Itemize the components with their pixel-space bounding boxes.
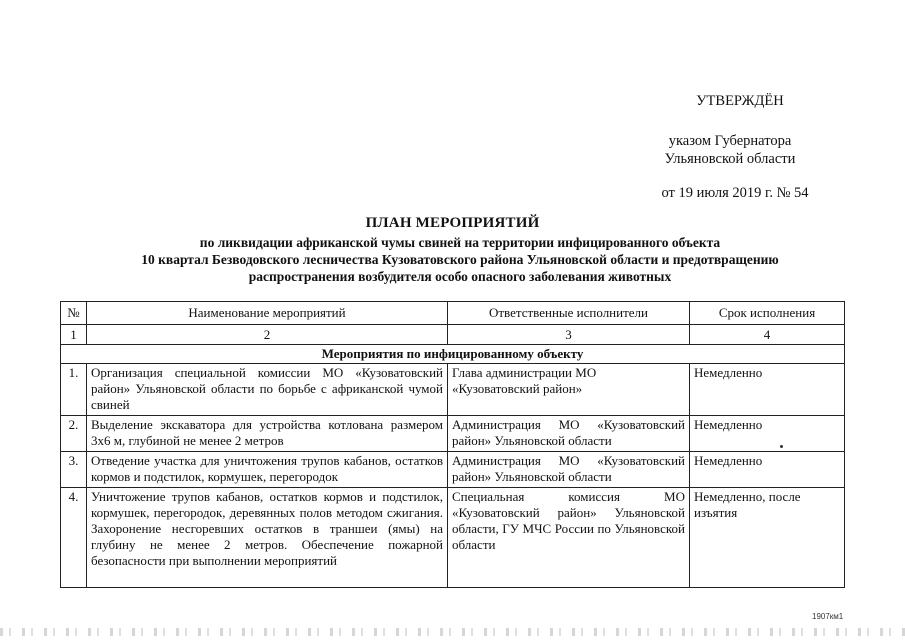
approval-date: от 19 июля 2019 г. № 54	[661, 185, 809, 201]
plan-subtitle-line: распространения возбудителя особо опасного заболевания животных	[248, 269, 672, 284]
row-responsible: Глава администрации МО «Кузоватовский район»	[448, 364, 690, 416]
row-name: Отведение участка для уничтожения трупов кабанов, остатков кормов и подстилок, кормушек, перегородок	[87, 452, 448, 488]
section-row	[61, 345, 845, 364]
column-number: 2	[87, 325, 448, 345]
row-responsible: Администрация МО «Кузоватовский район» Ульяновской области	[448, 452, 690, 488]
scan-edge-artifact	[0, 628, 905, 636]
header-name: Наименование мероприятий	[87, 302, 448, 325]
column-number: 3	[448, 325, 690, 345]
plan-subtitle	[60, 234, 860, 285]
row-responsible: Администрация МО «Кузоватовский район» Ульяновской области	[448, 416, 690, 452]
column-number-row	[61, 325, 845, 345]
row-deadline: Немедленно	[690, 452, 845, 488]
section-title: Мероприятия по инфицированному объекту	[61, 345, 845, 364]
header-responsible: Ответственные исполнители	[448, 302, 690, 325]
column-number: 1	[61, 325, 87, 345]
table-row	[61, 416, 845, 452]
plan-title: ПЛАН МЕРОПРИЯТИЙ	[365, 215, 540, 231]
row-name: Организация специальной комиссии МО «Кузоватовский район» Ульяновской области по борьбе с африканской чумой свиней	[87, 364, 448, 416]
row-deadline: Немедленно, после изъятия	[690, 488, 845, 588]
approval-heading: УТВЕРЖДЁН	[696, 93, 784, 109]
row-num: 4.	[61, 488, 87, 588]
table-row	[61, 364, 845, 416]
table-row	[61, 452, 845, 488]
table-row	[61, 488, 845, 588]
approval-by: указом Губернатора	[668, 133, 792, 149]
row-responsible: Специальная комиссия МО «Кузоватовский район» Ульяновской области, ГУ МЧС России по Ульяновской области	[448, 488, 690, 588]
row-num: 2.	[61, 416, 87, 452]
column-number: 4	[690, 325, 845, 345]
header-num: №	[61, 302, 87, 325]
row-name: Уничтожение трупов кабанов, остатков кормов и подстилок, кормушек, перегородок, деревянных полов методом сжигания. Захоронение несгоревших остатков в траншеи (ямы) на глубину не менее 2 метров. Обеспечение пожарной безопасности при выполнении мероприятий	[87, 488, 448, 588]
row-deadline: Немедленно	[690, 416, 845, 452]
header-deadline: Срок исполнения	[690, 302, 845, 325]
footer-code: 1907км1	[812, 612, 844, 621]
approval-region: Ульяновской области	[664, 151, 796, 167]
plan-subtitle-line: 10 квартал Безводовского лесничества Кузоватовского района Ульяновской области и предотвращению	[141, 252, 779, 267]
plan-table	[60, 301, 845, 588]
row-name: Выделение экскаватора для устройства котлована размером 3х6 м, глубиной не менее 2 метров	[87, 416, 448, 452]
row-num: 1.	[61, 364, 87, 416]
scan-dot	[780, 445, 783, 448]
row-num: 3.	[61, 452, 87, 488]
row-deadline: Немедленно	[690, 364, 845, 416]
table-header-row	[61, 302, 845, 325]
plan-subtitle-line: по ликвидации африканской чумы свиней на территории инфицированного объекта	[199, 235, 721, 250]
